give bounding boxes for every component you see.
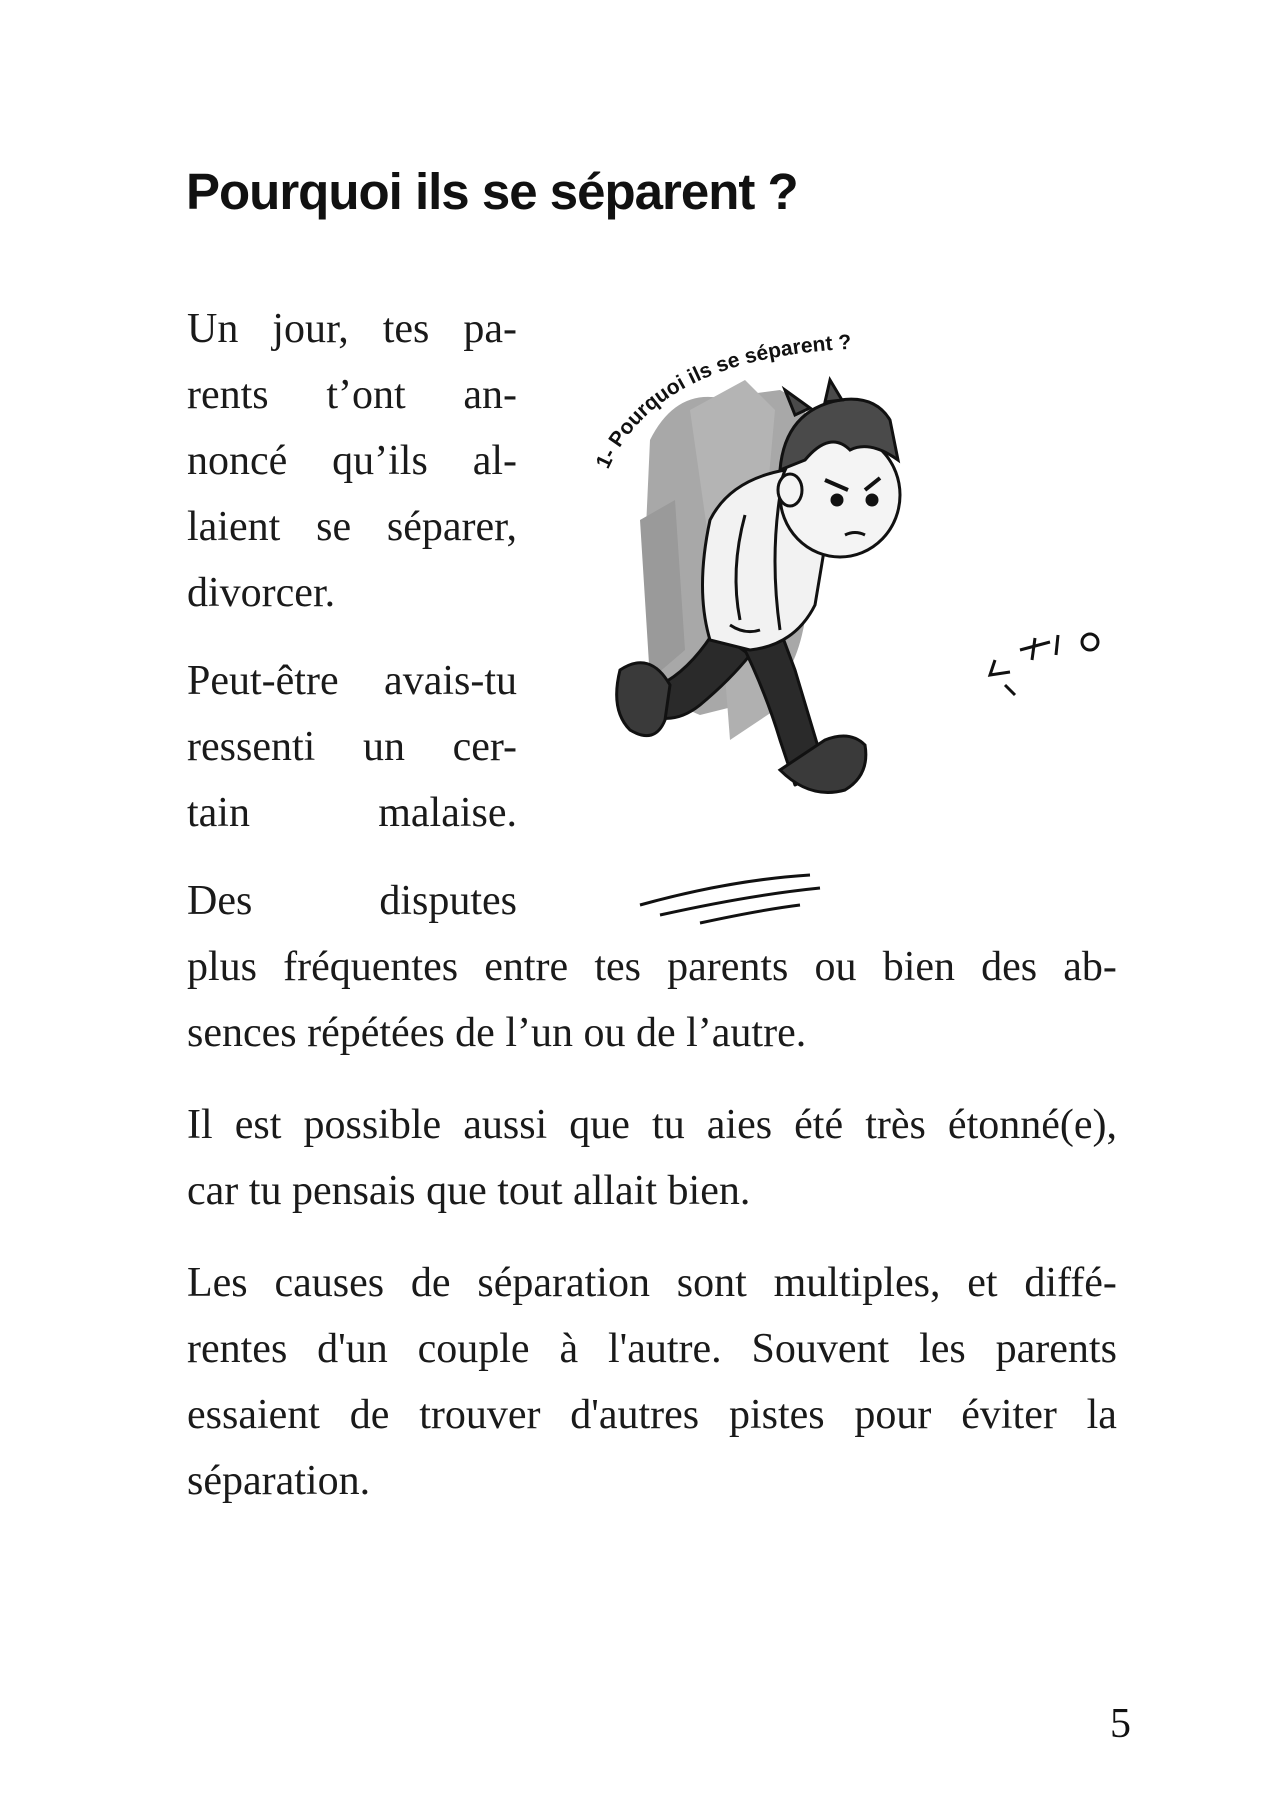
paragraph-5-line — [187, 1448, 1117, 1514]
word: causes — [274, 1260, 385, 1306]
word: aies — [706, 1102, 773, 1148]
word: noncé — [187, 438, 288, 484]
word: bien — [882, 944, 955, 990]
paragraph-5 — [187, 1250, 1117, 1514]
paragraph-3-line — [187, 868, 517, 934]
boy-head — [778, 380, 900, 557]
word: avais-tu — [384, 658, 517, 704]
paragraph-1-line — [187, 428, 517, 494]
paragraph-5-line — [187, 1316, 1117, 1382]
paragraph-1-line — [187, 362, 517, 428]
illustration-caption: 1- Pourquoi ils se séparent ? — [591, 330, 852, 473]
word: est — [234, 1102, 282, 1148]
word: tu — [652, 1102, 685, 1148]
paragraph-1 — [187, 296, 517, 626]
paragraph-4 — [187, 1092, 1117, 1224]
paragraph-3-line: sences répétées de l’un ou de l’autre. — [187, 1010, 807, 1056]
word: d'autres — [570, 1392, 700, 1438]
word: ab- — [1063, 944, 1117, 990]
page-title: Pourquoi ils se séparent ? — [186, 163, 798, 220]
word: parents — [995, 1326, 1117, 1372]
word: rents — [187, 372, 269, 418]
paragraph-1-line — [187, 296, 517, 362]
word: aussi — [463, 1102, 548, 1148]
word: parents — [667, 944, 789, 990]
word: un — [362, 724, 405, 770]
word: les — [919, 1326, 966, 1372]
paragraph-2-line — [187, 648, 517, 714]
paragraph-2-line — [187, 714, 517, 780]
word: de — [410, 1260, 451, 1306]
word: d'un — [317, 1326, 388, 1372]
word: pistes — [728, 1392, 825, 1438]
word: malaise. — [378, 790, 517, 836]
word: tain — [187, 790, 250, 836]
word: Des — [187, 878, 253, 924]
word: séparer, — [386, 504, 517, 550]
running-boy-illustration — [580, 320, 1120, 940]
word: trouver — [419, 1392, 541, 1438]
paragraph-5-line — [187, 1382, 1117, 1448]
word: ou — [814, 944, 857, 990]
word: Un — [187, 306, 239, 352]
word: la — [1086, 1392, 1117, 1438]
paragraph-3-line — [187, 934, 1117, 1000]
word: couple — [417, 1326, 530, 1372]
paragraph-1-line — [187, 494, 517, 560]
word: essaient — [187, 1392, 320, 1438]
word: tes — [594, 944, 641, 990]
paragraph-4-line: car tu pensais que tout allait bien. — [187, 1168, 751, 1214]
running-angry-boy-icon — [580, 320, 1120, 940]
word: l'autre. — [607, 1326, 722, 1372]
word: multiples, — [773, 1260, 941, 1306]
word: de — [349, 1392, 390, 1438]
word: al- — [472, 438, 517, 484]
word: Les — [187, 1260, 248, 1306]
word: des — [981, 944, 1038, 990]
word: très — [865, 1102, 926, 1148]
word: divorcer. — [187, 570, 336, 616]
word: pour — [854, 1392, 932, 1438]
word: été — [794, 1102, 844, 1148]
word: pa- — [463, 306, 517, 352]
word: tes — [382, 306, 430, 352]
word: que — [569, 1102, 630, 1148]
word: qu’ils — [332, 438, 428, 484]
word: laient — [187, 504, 281, 550]
page-number: 5 — [1110, 1701, 1131, 1747]
word: diffé- — [1024, 1260, 1117, 1306]
paragraph-2-line — [187, 780, 517, 846]
paragraph-1-line — [187, 560, 517, 626]
word: Souvent — [751, 1326, 890, 1372]
word: sont — [676, 1260, 747, 1306]
word: ressenti — [187, 724, 316, 770]
word: jour, — [272, 306, 349, 352]
word: séparation — [477, 1260, 650, 1306]
word: t’ont — [326, 372, 406, 418]
word: fréquentes — [283, 944, 459, 990]
word: séparation. — [187, 1458, 371, 1504]
word: an- — [463, 372, 517, 418]
word: entre — [484, 944, 569, 990]
word: éviter — [961, 1392, 1057, 1438]
word: rentes — [187, 1326, 288, 1372]
word: plus — [187, 944, 258, 990]
paragraph-5-line — [187, 1250, 1117, 1316]
word: disputes — [379, 878, 517, 924]
paragraph-2 — [187, 648, 517, 846]
word: et — [967, 1260, 998, 1306]
word: Peut-être — [187, 658, 339, 704]
word: Il — [187, 1102, 213, 1148]
word: cer- — [452, 724, 517, 770]
paragraph-4-line — [187, 1092, 1117, 1158]
word: se — [316, 504, 352, 550]
word: possible — [303, 1102, 442, 1148]
word: à — [559, 1326, 579, 1372]
word: étonné(e), — [947, 1102, 1117, 1148]
